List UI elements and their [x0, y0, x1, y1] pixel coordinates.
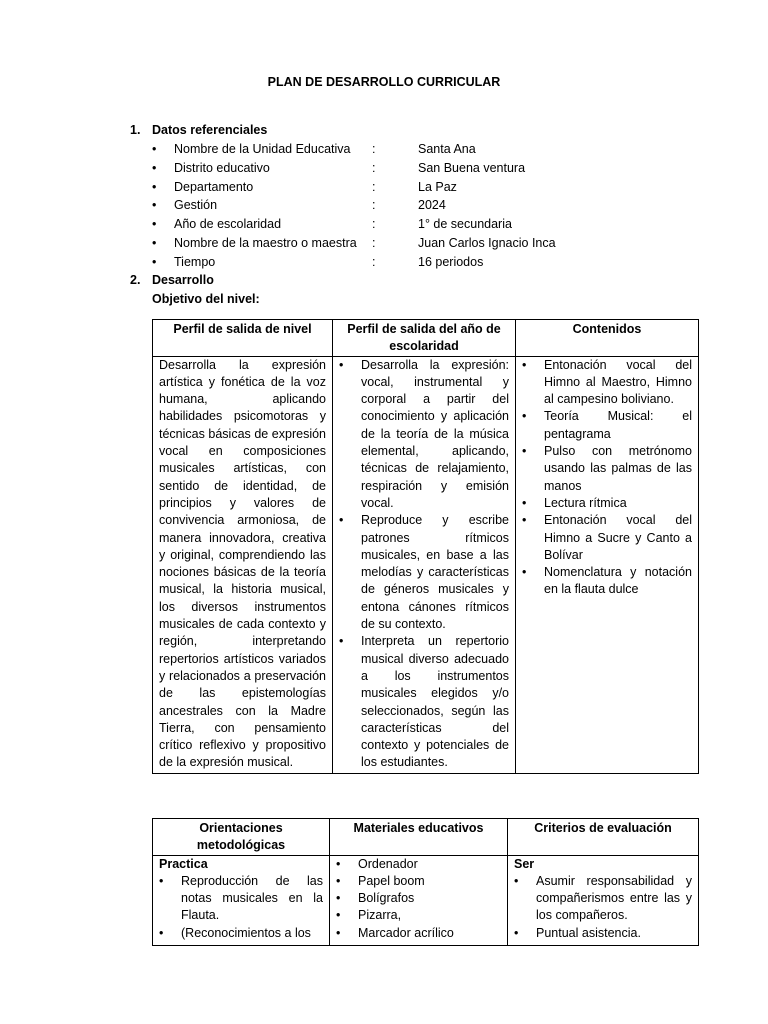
bullet-icon: • [522, 513, 527, 528]
contenidos-list [522, 357, 692, 599]
section-1-heading: Datos referenciales [152, 123, 268, 137]
criterios-cell [508, 855, 699, 945]
contenido-item [522, 443, 692, 495]
orientacion-item-text: (Reconocimientos a los [181, 925, 311, 940]
material-item-text: Ordenador [358, 856, 418, 871]
ref-row [152, 235, 612, 254]
document-title: PLAN DE DESARROLLO CURRICULAR [267, 75, 501, 89]
orientacion-item [159, 925, 323, 942]
material-item [336, 907, 501, 924]
bullet-icon: • [159, 873, 164, 888]
section-2-number: 2. [130, 273, 141, 287]
ref-row [152, 179, 612, 198]
ref-row [152, 216, 612, 235]
contenido-item [522, 357, 692, 409]
perfil-anio-item-text: Desarrolla la expresión: vocal, instrumental y corporal a partir del conocimiento y aplicación de la teoría de la música elemental, aplicando, técnicas de relajamiento, respiración y emisión vocal. [361, 357, 509, 510]
contenido-item [522, 564, 692, 599]
perfil-nivel-cell: Desarrolla la expresión artística y fonética de la voz humana, aplicando habilidades psicomotoras y técnicas básicas de expresión vocal en composiciones musicales artísticas, con sentido de identidad, de principios y valores de convivencia armoniosa, de manera innovadora, creativa y original, comprendiendo las nociones básicas de la teoría musical, la historia musical, los diversos instrumentos musicales de cada contexto y región, interpretando repertorios artísticos variados y relacionados a preservación de las epistemologías ancestrales con la Madre Tierra, con pensamiento crítico reflexivo y propositivo de la expresión musical. [153, 356, 333, 773]
ref-label: Tiempo [174, 254, 216, 269]
ref-value: Juan Carlos Ignacio Inca [418, 236, 556, 250]
bullet-icon: • [336, 925, 341, 940]
perfil-anio-item [339, 512, 509, 633]
contenido-item [522, 512, 692, 564]
material-item-text: Pizarra, [358, 908, 402, 923]
ref-row [152, 141, 612, 160]
materiales-cell [330, 855, 508, 945]
ref-value: San Buena ventura [418, 160, 526, 175]
bullet-icon: • [336, 856, 341, 871]
material-item [336, 890, 501, 907]
ref-colon: : [372, 198, 376, 213]
criterio-item-text: Puntual asistencia. [536, 925, 641, 940]
bullet-icon: • [522, 565, 527, 580]
perfil-table [152, 319, 699, 774]
material-item-text: Papel boom [358, 873, 425, 888]
header-perfil-nivel: Perfil de salida de nivel [153, 320, 333, 357]
bullet-icon: • [336, 908, 341, 923]
bullet-icon: • [522, 495, 527, 510]
ref-row [152, 160, 612, 179]
header-contenidos: Contenidos [516, 320, 699, 357]
header-criterios: Criterios de evaluación [508, 819, 699, 856]
perfil-anio-cell [333, 356, 516, 773]
contenido-item [522, 408, 692, 443]
metodologia-table [152, 818, 699, 946]
bullet-icon: • [152, 179, 157, 194]
ref-label: Nombre de la maestro o maestra [174, 236, 357, 250]
contenido-item [522, 495, 692, 512]
ref-label: Distrito educativo [174, 160, 270, 175]
contenido-item-text: Pulso con metrónomo usando las palmas de las manos [544, 444, 692, 493]
ref-colon: : [372, 179, 376, 194]
contenido-item-text: Lectura rítmica [544, 495, 627, 510]
contenido-item-text: Nomenclatura y notación en la flauta dulce [544, 565, 692, 597]
ref-colon: : [372, 254, 376, 269]
ref-label: Año de escolaridad [174, 217, 282, 232]
ref-value: Santa Ana [418, 142, 476, 156]
ref-colon: : [372, 236, 376, 250]
objective-label: Objetivo del nivel: [152, 292, 260, 306]
contenidos-cell [516, 356, 699, 773]
bullet-icon: • [514, 873, 519, 888]
ref-value: 2024 [418, 198, 446, 213]
bullet-icon: • [336, 873, 341, 888]
bullet-icon: • [152, 217, 157, 232]
material-item-text: Bolígrafos [358, 891, 415, 906]
perfil-anio-list [339, 357, 509, 772]
orientaciones-cell [153, 855, 330, 945]
ref-row [152, 197, 612, 216]
bullet-icon: • [339, 513, 344, 528]
ref-value: 16 periodos [418, 254, 484, 269]
perfil-anio-item [339, 633, 509, 771]
contenido-item-text: Entonación vocal del Himno al Maestro, Himno al campesino boliviano. [544, 357, 692, 407]
contenido-item-text: Entonación vocal del Himno a Sucre y Canto a Bolívar [544, 513, 692, 562]
bullet-icon: • [339, 357, 344, 372]
bullet-icon: • [152, 160, 157, 175]
orientaciones-subheading: Practica [159, 856, 208, 871]
criterio-item [514, 873, 692, 925]
bullet-icon: • [339, 634, 344, 649]
header-perfil-anio: Perfil de salida del año de escolaridad [333, 320, 516, 357]
bullet-icon: • [152, 254, 157, 269]
header-materiales: Materiales educativos [330, 819, 508, 856]
criterio-item [514, 925, 692, 942]
material-item [336, 856, 501, 873]
section-1-number: 1. [130, 123, 141, 137]
ref-colon: : [372, 217, 376, 232]
perfil-anio-item-text: Reproduce y escribe patrones rítmicos musicales, en base a las melodías y características de géneros musicales y entona cánones rítmicos de su contexto. [361, 513, 509, 632]
bullet-icon: • [152, 198, 157, 213]
bullet-icon: • [159, 925, 164, 940]
criterios-list [514, 873, 692, 942]
criterio-item-text: Asumir responsabilidad y compañerismos entre las y los compañeros. [536, 873, 692, 923]
orientaciones-list [159, 873, 323, 942]
bullet-icon: • [336, 891, 341, 906]
perfil-anio-item-text: Interpreta un repertorio musical diverso adecuado a los instrumentos musicales elegidos y/o seleccionados, según las características del contexto y potenciales de los estudiantes. [361, 634, 509, 770]
bullet-icon: • [522, 444, 527, 459]
ref-label: Gestión [174, 198, 218, 213]
orientacion-item-text: Reproducción de las notas musicales en la Flauta. [181, 873, 323, 923]
bullet-icon: • [152, 236, 157, 250]
bullet-icon: • [522, 409, 527, 424]
criterios-subheading: Ser [514, 856, 535, 871]
ref-label: Nombre de la Unidad Educativa [174, 142, 351, 156]
material-item [336, 873, 501, 890]
material-item [336, 925, 501, 942]
ref-colon: : [372, 160, 376, 175]
contenido-item-text: Teoría Musical: el pentagrama [544, 409, 692, 441]
ref-row [152, 254, 612, 273]
header-orientaciones: Orientaciones metodológicas [153, 819, 330, 856]
material-item-text: Marcador acrílico [358, 925, 454, 940]
materiales-list [336, 856, 501, 942]
bullet-icon: • [514, 925, 519, 940]
ref-value: La Paz [418, 179, 457, 194]
ref-colon: : [372, 142, 376, 156]
ref-label: Departamento [174, 179, 254, 194]
perfil-anio-item [339, 357, 509, 513]
bullet-icon: • [152, 142, 157, 156]
ref-value: 1° de secundaria [418, 217, 512, 232]
section-2-heading: Desarrollo [152, 273, 214, 287]
orientacion-item [159, 873, 323, 925]
bullet-icon: • [522, 357, 527, 372]
